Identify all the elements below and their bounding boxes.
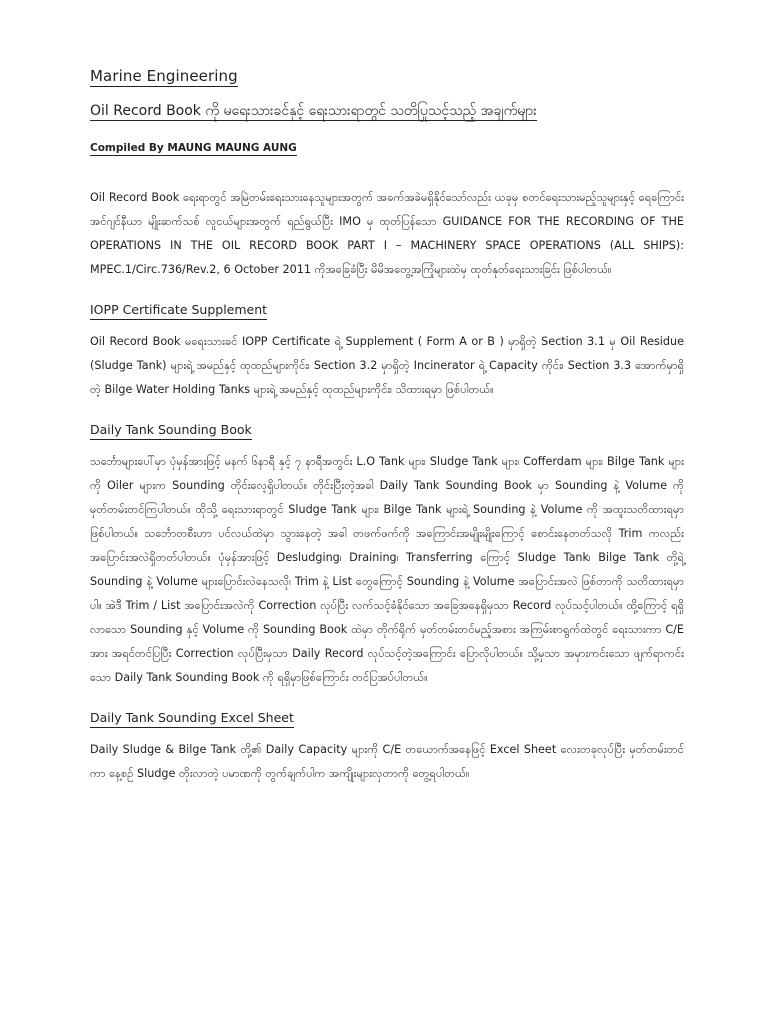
section-body-sounding-book: သင်္ဘောများပေါ်မှာ ပုံမှန်အားဖြင့် မနက် ၆နာရီ နှင့် ၇ နာရီအတွင်း L.O Tank များ၊ Sludge Tank များ၊ Cofferdam များ၊ Bilge Tank များကို Oiler များက Sounding တိုင်းလေ့ရှိပါတယ်။ တိုင်းပြီးတဲ့အခါ Daily Tank Sounding Book မှာ Sounding နဲ့ Volume ကို မှတ်တမ်းတင်ကြပါတယ်။ ထိုသို့ ရေးသားရာတွင် Sludge Tank များ၊ Bilge Tank များရဲ့ Sounding နဲ့ Volume ကို အထူးသတိထားရမှာ ဖြစ်ပါတယ်။ သင်္ဘောတစီးဟာ ပင်လယ်ထဲမှာ သွားနေတဲ့ အခါ တဖက်ဖက်ကို အကြောင်းအမျိုးမျိုးကြောင့် စောင်းနေတတ်သလို Trim ကလည်း အပြောင်းအလဲရှိတတ်ပါတယ်။ ပုံမှန်အားဖြင့် Desludging၊ Draining၊ Transferring ကြောင့် Sludge Tank၊ Bilge Tank တို့ရဲ့ Sounding နဲ့ Volume များပြောင်းလဲနေသလို၊ Trim နဲ့ List တွေကြောင့် Sounding နဲ့ Volume အပြောင်းအလဲ ဖြစ်တာကို သတိထားရမှာပါ။ အဲဒီ Trim / List အပြောင်းအလဲကို Correction လုပ်ပြီး လက်သင့်ခံနိုင်သော အခြေအနေရှိမှသာ Record လုပ်သင့်ပါတယ်။ ထို့ကြောင့် ရရှိလာသော Sounding နှင့် Volume ကို Sounding Book ထဲမှာ တိုက်ရိုက် မှတ်တမ်းတင်မည့်အစား အကြမ်းစာရွက်ထဲတွင် ရေးသားကာ C/E အား အရင်တင်ပြပြီး Correction လုပ်ပြီးမှသာ Daily Record လုပ်သင့်တဲ့အကြောင်း ပြောလိုပါတယ်။ သို့မှသာ အမှားကင်းသော ဖျက်ရာကင်းသော Daily Tank Sounding Book ကို ရရှိမှာဖြစ်ကြောင်း တင်ပြအပ်ပါတယ်။: [90, 455, 684, 684]
document-title: Marine Engineering: [90, 67, 238, 85]
intro-paragraph: Oil Record Book ရေးရာတွင် အမြဲတမ်းရေးသားနေသူများအတွက် အခက်အခဲမရှိနိုင်သော်လည်း ယခုမှ စတင်ရေးသားမည့်သူများနှင့် ရေကြောင်းအင်ဂျင်နီယာ မျိုးဆက်သစ် လူငယ်များအတွက် ရည်ရွယ်ပြီး IMO မှ ထုတ်ပြန်သော GUIDANCE FOR THE RECORDING OF THE OPERATIONS IN THE OIL RECORD BOOK PART I – MACHINERY SPACE OPERATIONS (ALL SHIPS): MPEC.1/Circ.736/Rev.2, 6 October 2011 ကိုအခြေခံပြီး မိမိအတွေ့အကြုံများထဲမှ ထုတ်နုတ်ရေးသားခြင်း ဖြစ်ပါတယ်။: [90, 191, 684, 276]
section-heading-iopp: IOPP Certificate Supplement: [90, 302, 267, 320]
section-body-iopp: Oil Record Book မရေးသားခင် IOPP Certificate ရဲ့ Supplement ( Form A or B ) မှာရှိတဲ့ Section 3.1 မှ Oil Residue (Sludge Tank) များရဲ့ အမည်နှင့် ထုထည်များကိုင်း၊ Section 3.2 မှာရှိတဲ့ Incinerator ရဲ့ Capacity ကိုင်း၊ Section 3.3 အောက်မှာရှိတဲ့ Bilge Water Holding Tanks များရဲ့ အမည်နှင့် ထုထည်များကိုင်း၊ သိထားရမှာ ဖြစ်ပါတယ်။: [90, 335, 684, 396]
document-subtitle: [90, 101, 684, 122]
section-heading-excel-sheet: Daily Tank Sounding Excel Sheet: [90, 710, 294, 728]
author-line: Compiled By MAUNG MAUNG AUNG: [90, 142, 297, 154]
section-heading-sounding-book: Daily Tank Sounding Book: [90, 422, 252, 440]
document-subtitle-text: Oil Record Book ကို မရေးသားခင်နှင့် ရေးသားရာတွင် သတိပြုသင့်သည့် အချက်များ: [90, 103, 537, 119]
section-body-excel-sheet: Daily Sludge & Bilge Tank တို့၏ Daily Capacity များကို C/E တယောက်အနေဖြင့် Excel Sheet လေးတခုလုပ်ပြီး မှတ်တမ်းတင်ကာ နေ့စဉ် Sludge တိုးလာတဲ့ ပမာဏကို တွက်ချက်ပါက အကျိုးများလှတာကို တွေ့ရပါတယ်။: [90, 743, 684, 780]
